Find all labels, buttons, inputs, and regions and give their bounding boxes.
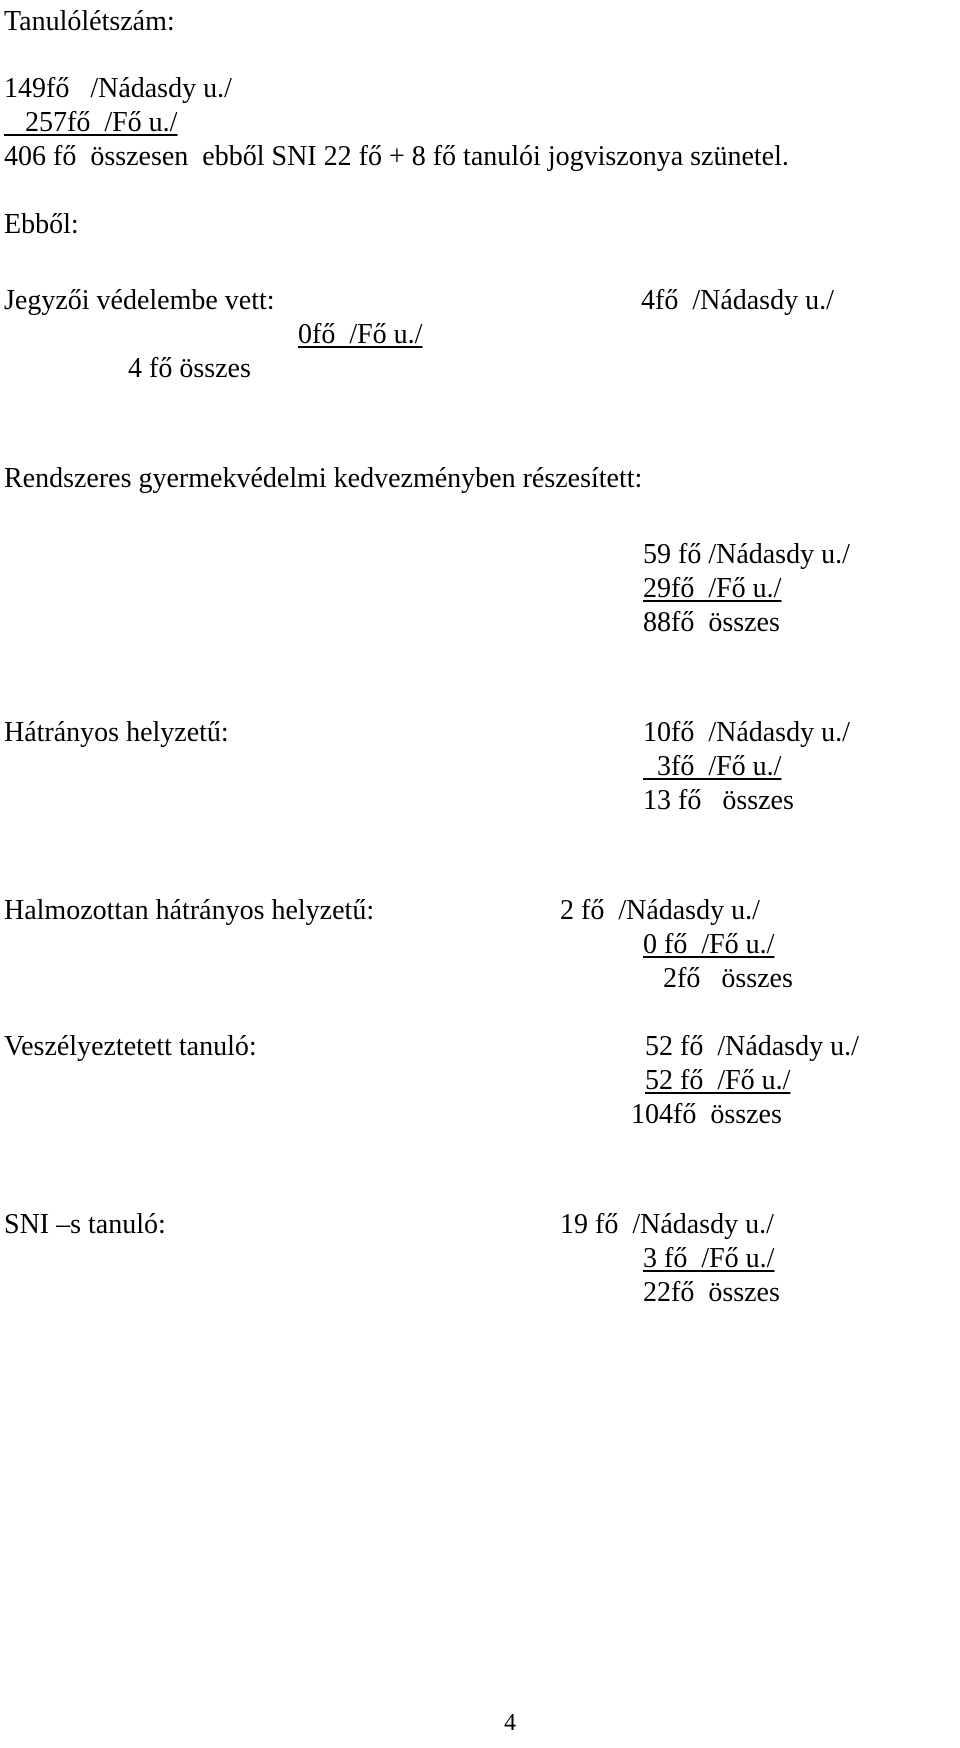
enrollment-fo: 257fő /Fő u./ — [4, 107, 178, 138]
rendszeres-label: Rendszeres gyermekvédelmi kedvezményben részesített: — [4, 463, 643, 494]
enrollment-nadasdy: 149fő /Nádasdy u./ — [4, 73, 232, 104]
sni-fo: 3 fő /Fő u./ — [643, 1243, 775, 1274]
hatranyos-fo: 3fő /Fő u./ — [643, 751, 782, 782]
enrollment-total: 406 fő összesen ebből SNI 22 fő + 8 fő tanulói jogviszonya szünetel. — [4, 141, 789, 172]
jegyzoi-label: Jegyzői védelembe vett: — [4, 285, 275, 316]
veszelyeztetett-label: Veszélyeztetett tanuló: — [4, 1031, 257, 1062]
rendszeres-nadasdy: 59 fő /Nádasdy u./ — [643, 539, 850, 570]
jegyzoi-fo: 0fő /Fő u./ — [298, 319, 423, 350]
halmozottan-nadasdy: 2 fő /Nádasdy u./ — [560, 895, 760, 926]
sni-total: 22fő összes — [643, 1277, 780, 1308]
halmozottan-fo: 0 fő /Fő u./ — [643, 929, 775, 960]
halmozottan-label: Halmozottan hátrányos helyzetű: — [4, 895, 375, 926]
sni-nadasdy: 19 fő /Nádasdy u./ — [560, 1209, 774, 1240]
veszelyeztetett-nadasdy: 52 fő /Nádasdy u./ — [645, 1031, 859, 1062]
jegyzoi-nadasdy: 4fő /Nádasdy u./ — [641, 285, 834, 316]
veszelyeztetett-fo: 52 fő /Fő u./ — [645, 1065, 791, 1096]
rendszeres-total: 88fő összes — [643, 607, 780, 638]
page-number: 4 — [504, 1710, 516, 1736]
hatranyos-nadasdy: 10fő /Nádasdy u./ — [643, 717, 850, 748]
jegyzoi-total: 4 fő összes — [128, 353, 251, 384]
sni-label: SNI –s tanuló: — [4, 1209, 166, 1240]
ebbol-label: Ebből: — [4, 209, 79, 240]
veszelyeztetett-total: 104fő összes — [631, 1099, 782, 1130]
rendszeres-fo: 29fő /Fő u./ — [643, 573, 782, 604]
hatranyos-total: 13 fő összes — [643, 785, 794, 816]
hatranyos-label: Hátrányos helyzetű: — [4, 717, 229, 748]
heading: Tanulólétszám: — [4, 6, 175, 37]
halmozottan-total: 2fő összes — [663, 963, 793, 994]
